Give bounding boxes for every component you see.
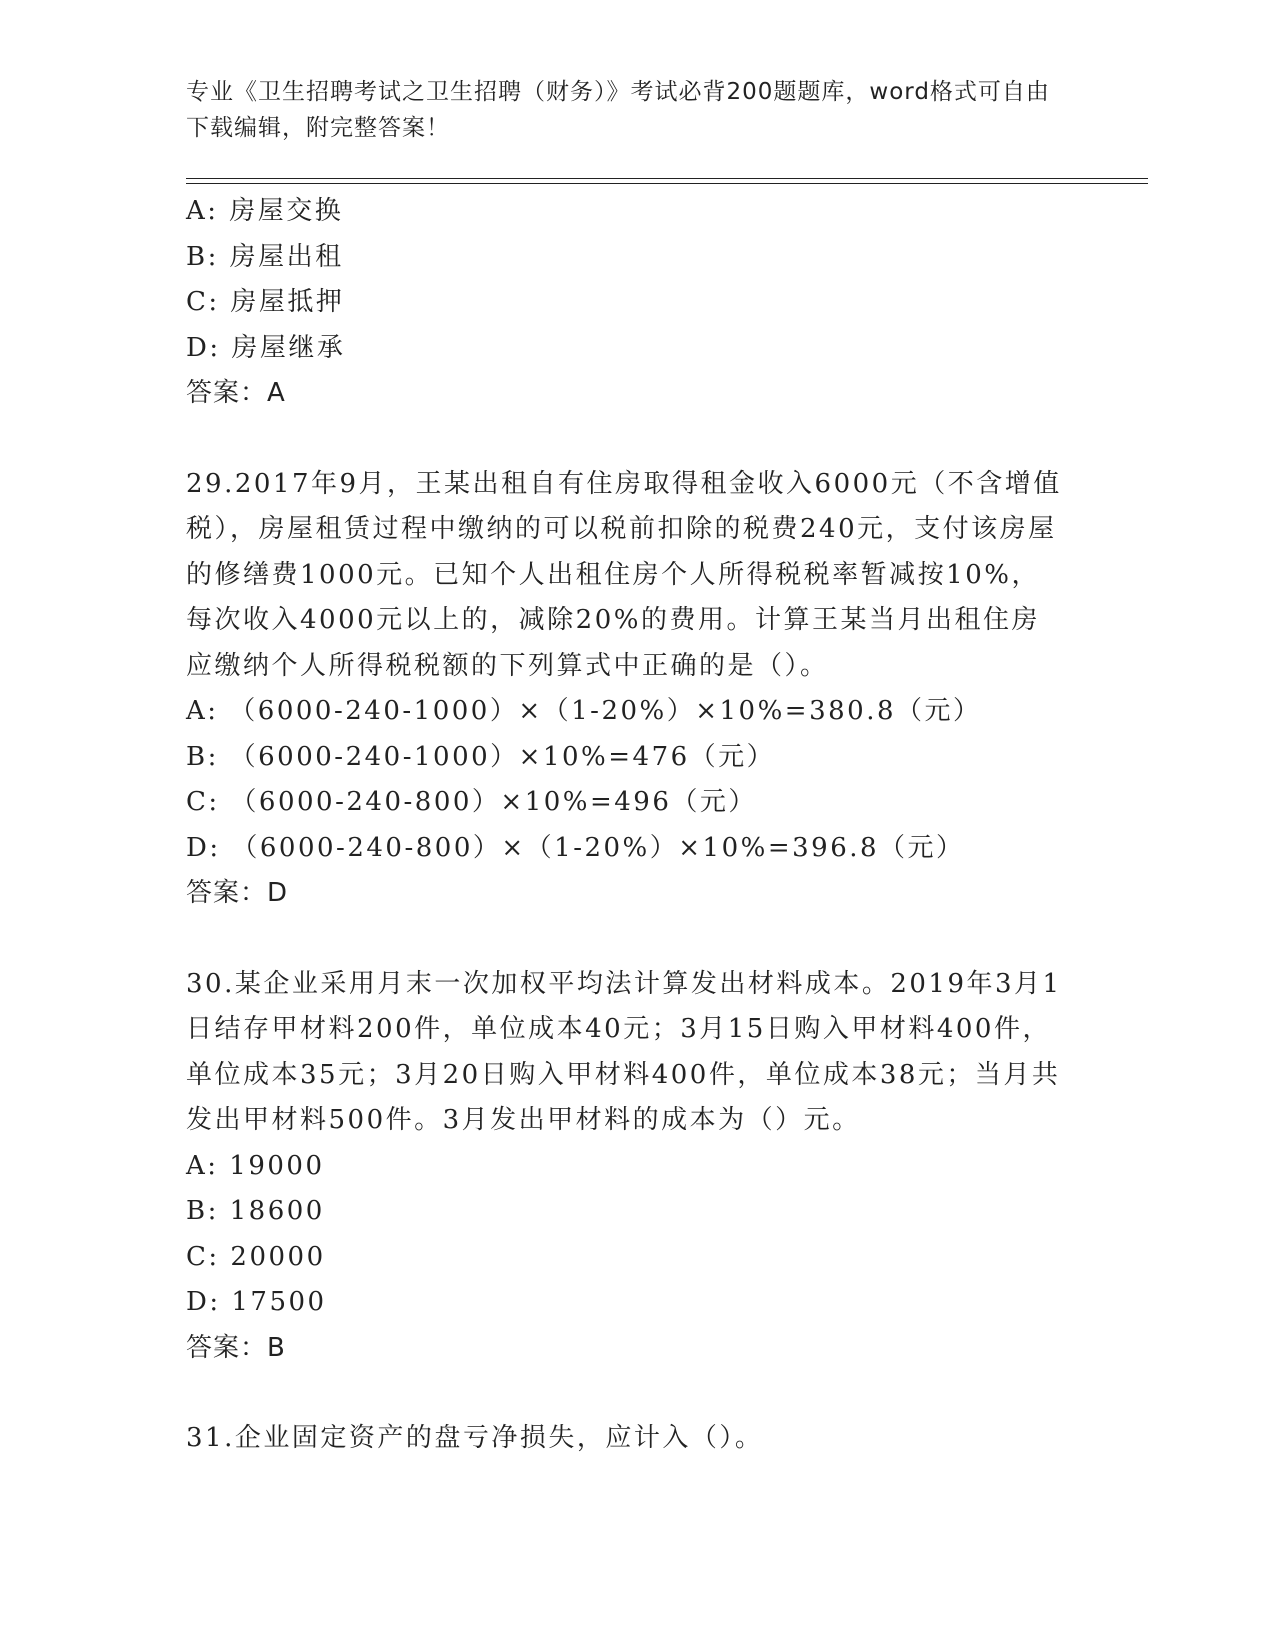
question-stem: 30.某企业采用月末一次加权平均法计算发出材料成本。2019年3月1日结存甲材料200件，单位成本40元；3月15日购入甲材料400件，单位成本35元；3月20日购入甲材料400件，单位成本38元；当月共发出甲材料500件。3月发出甲材料的成本为（）元。 (186, 968, 1062, 1135)
option-c: C: 房屋抵押 (186, 287, 345, 317)
option-a: A: （6000-240-1000）×（1-20%）×10%=380.8（元） (186, 696, 982, 726)
option-d: D: 房屋继承 (186, 332, 346, 363)
option-b: B: 18600 (186, 1196, 325, 1226)
question-28-tail (186, 189, 1086, 417)
option-c: C: （6000-240-800）×10%=496（元） (186, 787, 757, 817)
option-b: B: （6000-240-1000）×10%=476（元） (186, 741, 776, 772)
question-stem: 31.企业固定资产的盘亏净损失，应计入（）。 (186, 1423, 764, 1453)
answer-line: 答案：B (186, 1332, 286, 1363)
option-a: A: 19000 (186, 1150, 325, 1181)
question-29 (186, 462, 1086, 917)
option-d: D: （6000-240-800）×（1-20%）×10%=396.8（元） (186, 832, 965, 863)
document-body (186, 189, 1086, 1462)
option-d: D: 17500 (186, 1287, 327, 1317)
answer-line: 答案：A (186, 378, 286, 408)
option-a: A: 房屋交换 (186, 196, 344, 226)
option-c: C: 20000 (186, 1241, 326, 1272)
document-header: 专业《卫生招聘考试之卫生招聘（财务）》考试必背200题题库，word格式可自由下载编辑，附完整答案！ (186, 79, 1050, 141)
question-31 (186, 1416, 1086, 1462)
option-b: B: 房屋出租 (186, 241, 344, 272)
question-stem: 29.2017年9月，王某出租自有住房取得租金收入6000元（不含增值税），房屋租赁过程中缴纳的可以税前扣除的税费240元，支付该房屋的修缮费1000元。已知个人出租住房个人所得税税率暂减按10%，每次收入4000元以上的，减除20%的费用。计算王某当月出租住房应缴纳个人所得税税额的下列算式中正确的是（）。 (186, 468, 1062, 681)
header-double-rule (186, 178, 1148, 184)
question-30 (186, 962, 1086, 1372)
answer-line: 答案：D (186, 878, 289, 908)
